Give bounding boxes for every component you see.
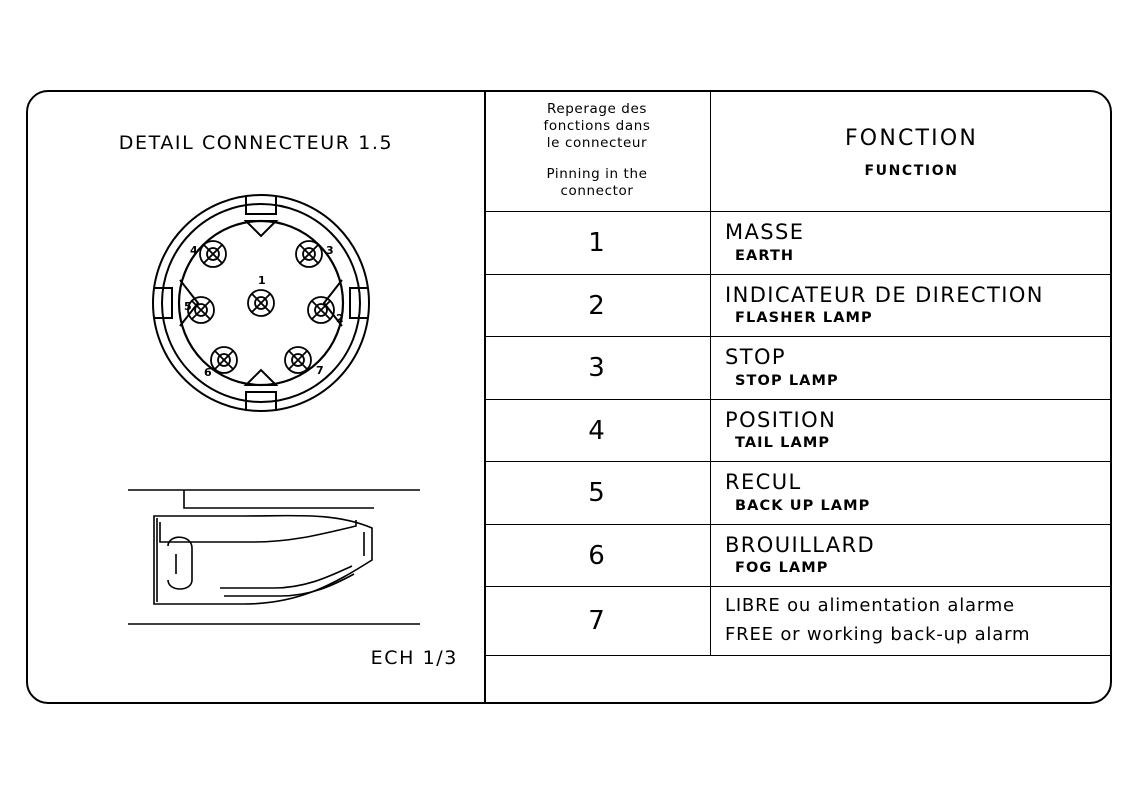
table-row	[484, 462, 1112, 525]
table-row	[484, 587, 1112, 655]
function-en: FOG LAMP	[735, 560, 829, 577]
pin-number-cell: 2	[484, 274, 711, 337]
connector-side-view-drawing	[124, 476, 424, 636]
table-header-row	[484, 91, 1112, 212]
header-cell-function	[711, 91, 1113, 212]
pin-number-cell: 4	[484, 399, 711, 462]
function-cell	[711, 524, 1113, 587]
header-function-fr: FONCTION	[844, 125, 979, 151]
header-cell-pin	[484, 91, 711, 212]
header-pin-fr-line2: fonctions dans	[543, 117, 651, 134]
connector-detail-panel	[28, 92, 484, 702]
function-fr: STOP	[725, 345, 786, 370]
function-fr: RECUL	[725, 470, 802, 495]
pin-label-2: 2	[336, 312, 344, 325]
scale-label: ECH 1/3	[370, 647, 458, 669]
table-row	[484, 399, 1112, 462]
table-row	[484, 212, 1112, 275]
function-fr: MASSE	[725, 220, 805, 245]
function-en: FLASHER LAMP	[735, 310, 873, 327]
header-pin-fr-line1: Reperage des	[546, 101, 648, 117]
function-cell	[711, 399, 1113, 462]
pin-label-3: 3	[326, 244, 334, 257]
header-pin-en-line2: connector	[560, 182, 634, 199]
pin-number-cell: 5	[484, 462, 711, 525]
header-pin-en-line1: Pinning in the	[546, 165, 648, 182]
pin-label-5: 5	[184, 300, 192, 313]
function-fr: INDICATEUR DE DIRECTION	[725, 282, 1044, 307]
pin-number-cell: 6	[484, 524, 711, 587]
header-function-en: FUNCTION	[864, 162, 959, 179]
function-en: EARTH	[735, 247, 795, 264]
header-pin-fr-line3: le connecteur	[546, 134, 648, 151]
function-cell	[711, 587, 1113, 655]
function-en: BACK UP LAMP	[735, 497, 871, 514]
function-cell	[711, 274, 1113, 337]
function-fr: LIBRE ou alimentation alarme	[725, 595, 1015, 617]
function-cell	[711, 462, 1113, 525]
function-fr: POSITION	[725, 407, 837, 432]
function-cell	[711, 212, 1113, 275]
table-row	[484, 274, 1112, 337]
pin-number-cell: 7	[484, 587, 711, 655]
connector-face-drawing	[146, 188, 376, 418]
function-cell	[711, 337, 1113, 400]
pin-number-cell: 3	[484, 337, 711, 400]
detail-title: DETAIL CONNECTEUR 1.5	[118, 132, 394, 154]
pin-label-7: 7	[316, 364, 324, 377]
pin-label-1: 1	[258, 274, 266, 287]
function-en: FREE or working back-up alarm	[725, 623, 1031, 645]
pin-function-table	[484, 91, 1112, 656]
pin-label-6: 6	[204, 366, 212, 379]
table-row	[484, 337, 1112, 400]
function-en: TAIL LAMP	[735, 435, 831, 452]
pin-label-4: 4	[190, 244, 198, 257]
table-row	[484, 524, 1112, 587]
function-fr: BROUILLARD	[725, 532, 876, 557]
function-en: STOP LAMP	[735, 372, 839, 389]
pin-number-cell: 1	[484, 212, 711, 275]
